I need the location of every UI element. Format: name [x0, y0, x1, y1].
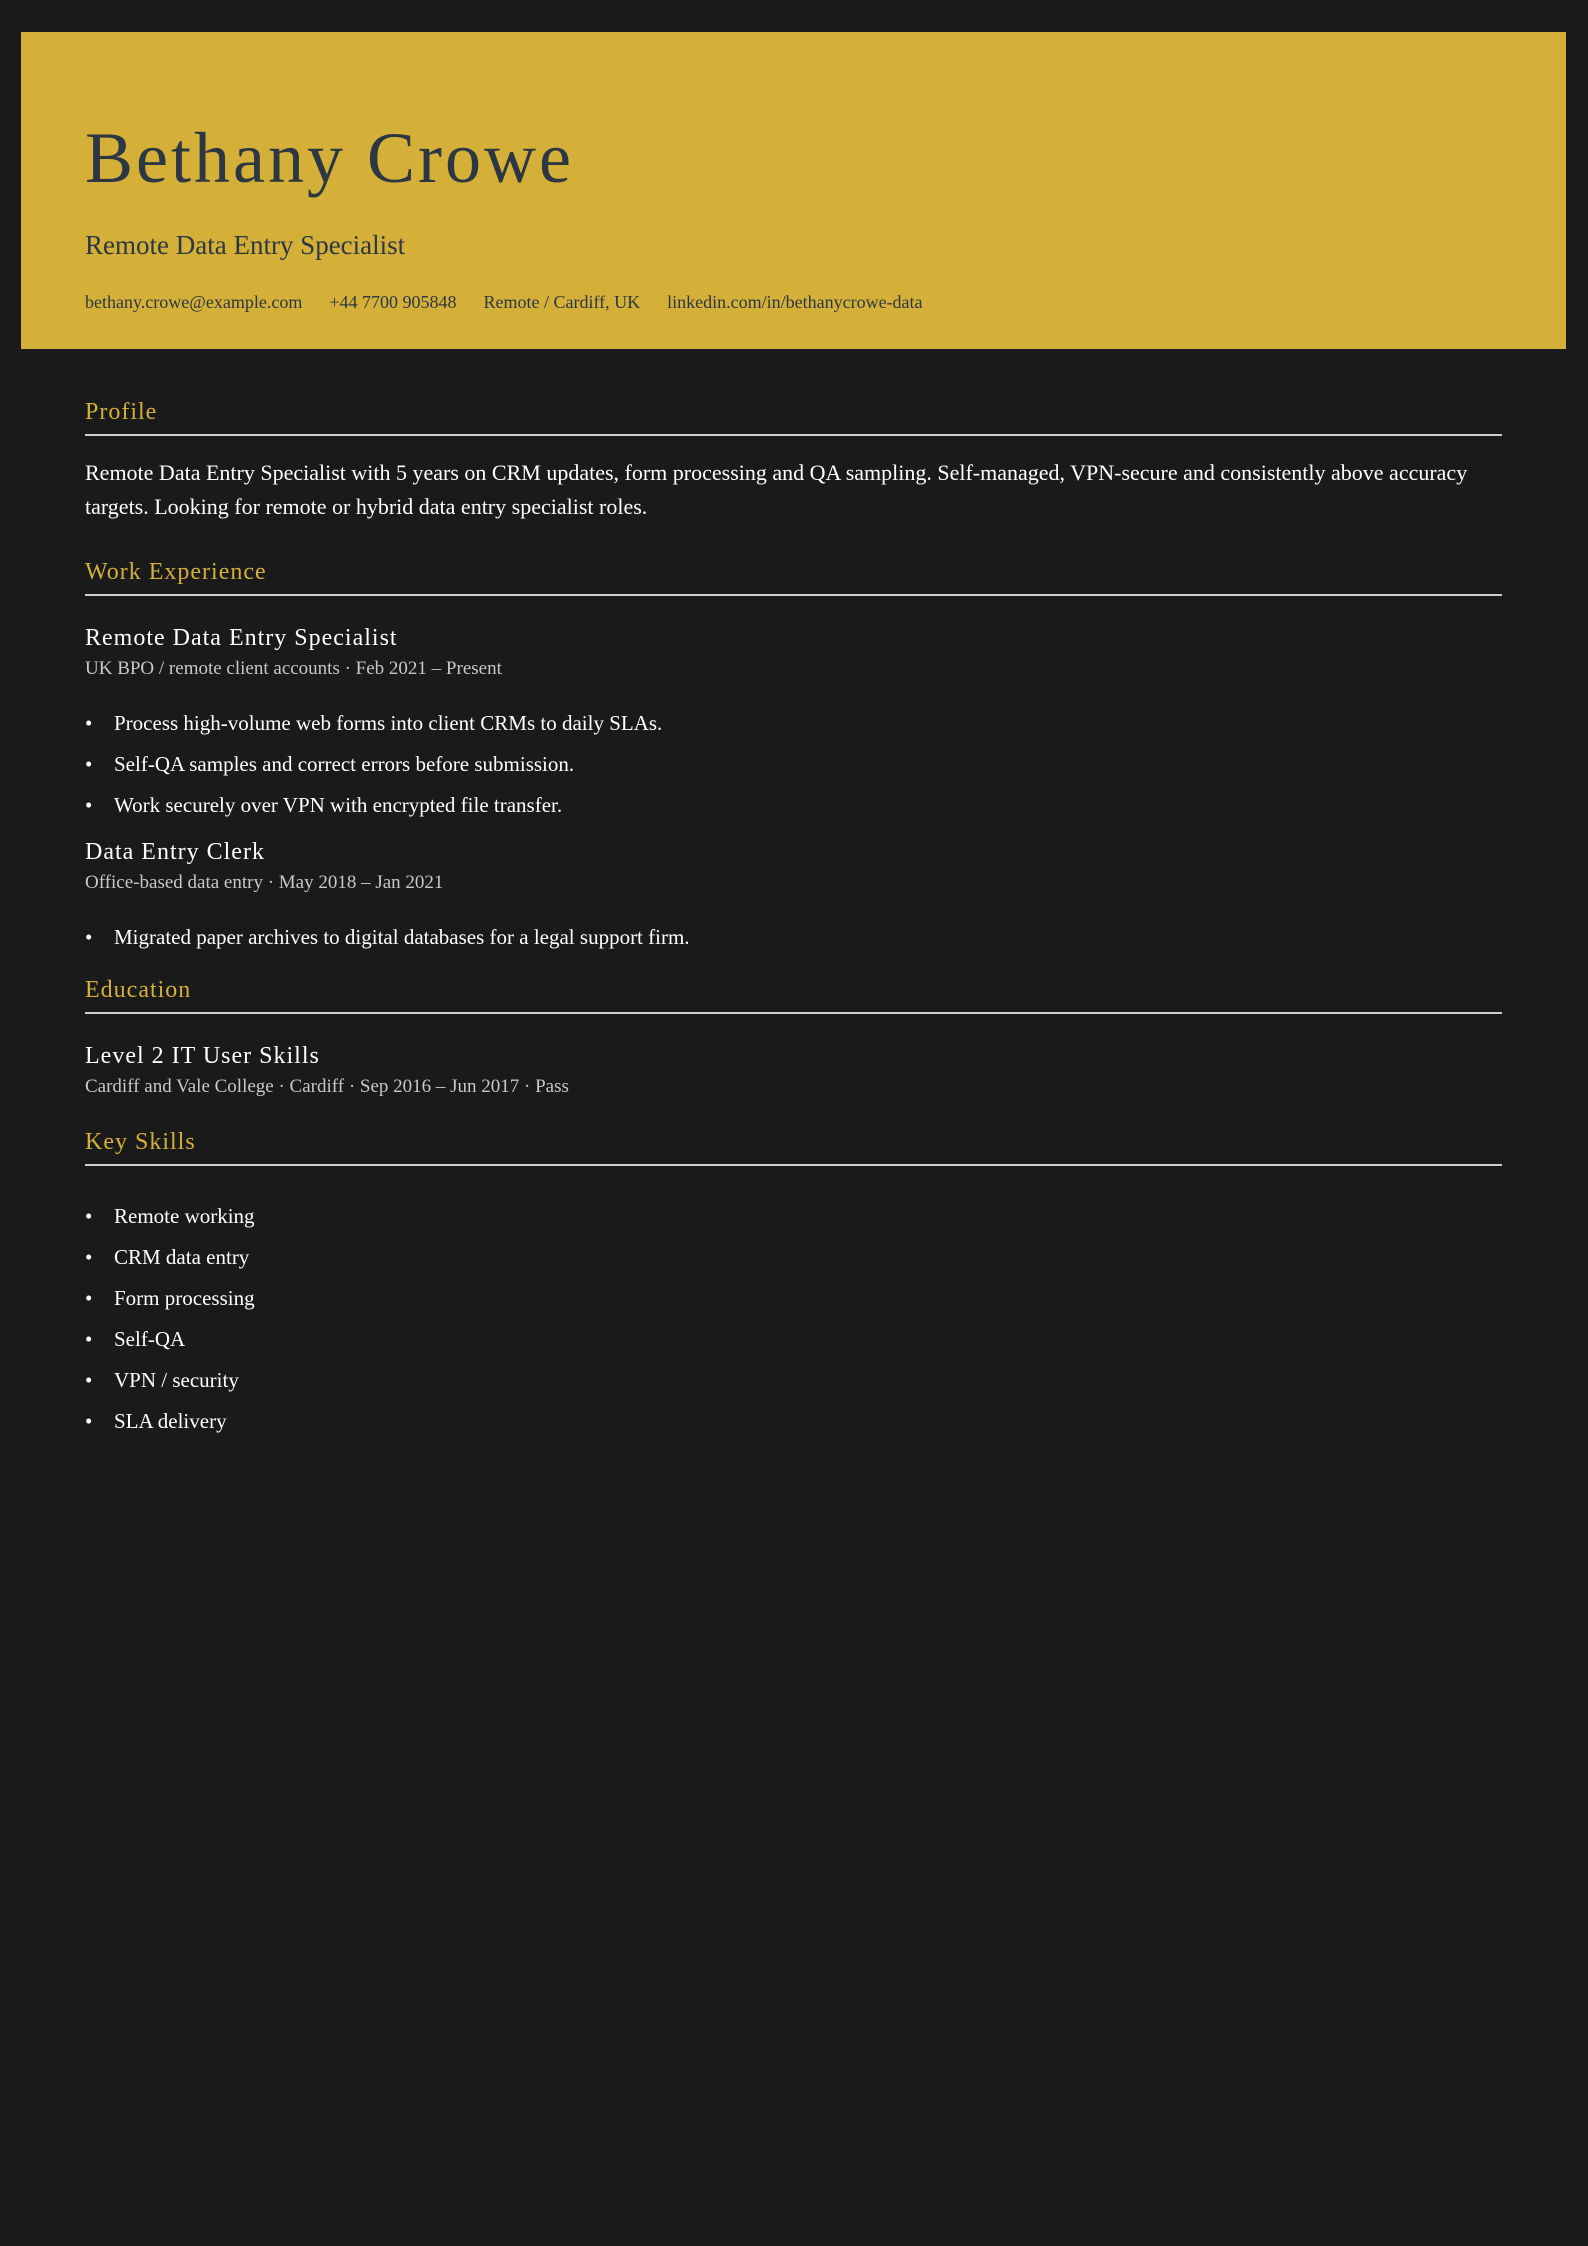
- job-meta: UK BPO / remote client accounts · Feb 2021 – Present: [85, 658, 502, 679]
- job-title: Remote Data Entry Specialist: [85, 625, 398, 651]
- profile-summary: Remote Data Entry Specialist with 5 years on CRM updates, form processing and QA sampling. Self-managed, VPN-secure and consistently above accuracy targets. Looking for remote or hybrid data entry specialist roles.: [85, 460, 1468, 519]
- job-bullet: • Self-QA samples and correct errors before submission.: [85, 744, 1502, 785]
- section-heading-profile: Profile: [85, 400, 1502, 436]
- skills-section: [85, 1130, 1502, 1442]
- skill-item: • Self-QA: [85, 1319, 1502, 1360]
- education-section: [85, 978, 1502, 1099]
- job-bullets: [85, 917, 1502, 958]
- job-title: Data Entry Clerk: [85, 838, 265, 865]
- job-meta: Office-based data entry · May 2018 – Jan 2021: [85, 871, 444, 893]
- job-bullet: • Work securely over VPN with encrypted file transfer.: [85, 785, 1502, 826]
- profile-section: [85, 400, 1502, 524]
- contact-info: [85, 293, 1566, 311]
- candidate-name: Bethany Crowe: [85, 118, 574, 198]
- skill-item: • Form processing: [85, 1278, 1502, 1319]
- skill-item: • CRM data entry: [85, 1237, 1502, 1278]
- contact-phone[interactable]: +44 7700 905848: [329, 292, 457, 312]
- section-heading-experience: Work Experience: [85, 560, 1502, 596]
- contact-email[interactable]: bethany.crowe@example.com: [85, 292, 303, 312]
- candidate-title: Remote Data Entry Specialist: [85, 230, 406, 260]
- job-entry: [85, 626, 1502, 826]
- job-bullet: • Process high-volume web forms into client CRMs to daily SLAs.: [85, 703, 1502, 744]
- skills-list: [85, 1196, 1502, 1442]
- skill-item: • SLA delivery: [85, 1401, 1502, 1442]
- contact-location: Remote / Cardiff, UK: [483, 292, 641, 312]
- education-meta: Cardiff and Vale College · Cardiff · Sep 2016 – Jun 2017 · Pass: [85, 1075, 569, 1097]
- job-bullets: [85, 703, 1502, 826]
- experience-section: [85, 560, 1502, 958]
- skill-item: • Remote working: [85, 1196, 1502, 1237]
- contact-linkedin[interactable]: linkedin.com/in/bethanycrowe-data: [667, 292, 923, 312]
- job-bullet: • Migrated paper archives to digital databases for a legal support firm.: [85, 917, 1502, 958]
- section-heading-skills: Key Skills: [85, 1130, 1502, 1166]
- skill-item: • VPN / security: [85, 1360, 1502, 1401]
- resume-header: [21, 32, 1566, 349]
- education-title: Level 2 IT User Skills: [85, 1042, 320, 1069]
- section-heading-education: Education: [85, 978, 1502, 1014]
- job-entry: [85, 840, 1502, 958]
- resume-body: [85, 400, 1502, 1462]
